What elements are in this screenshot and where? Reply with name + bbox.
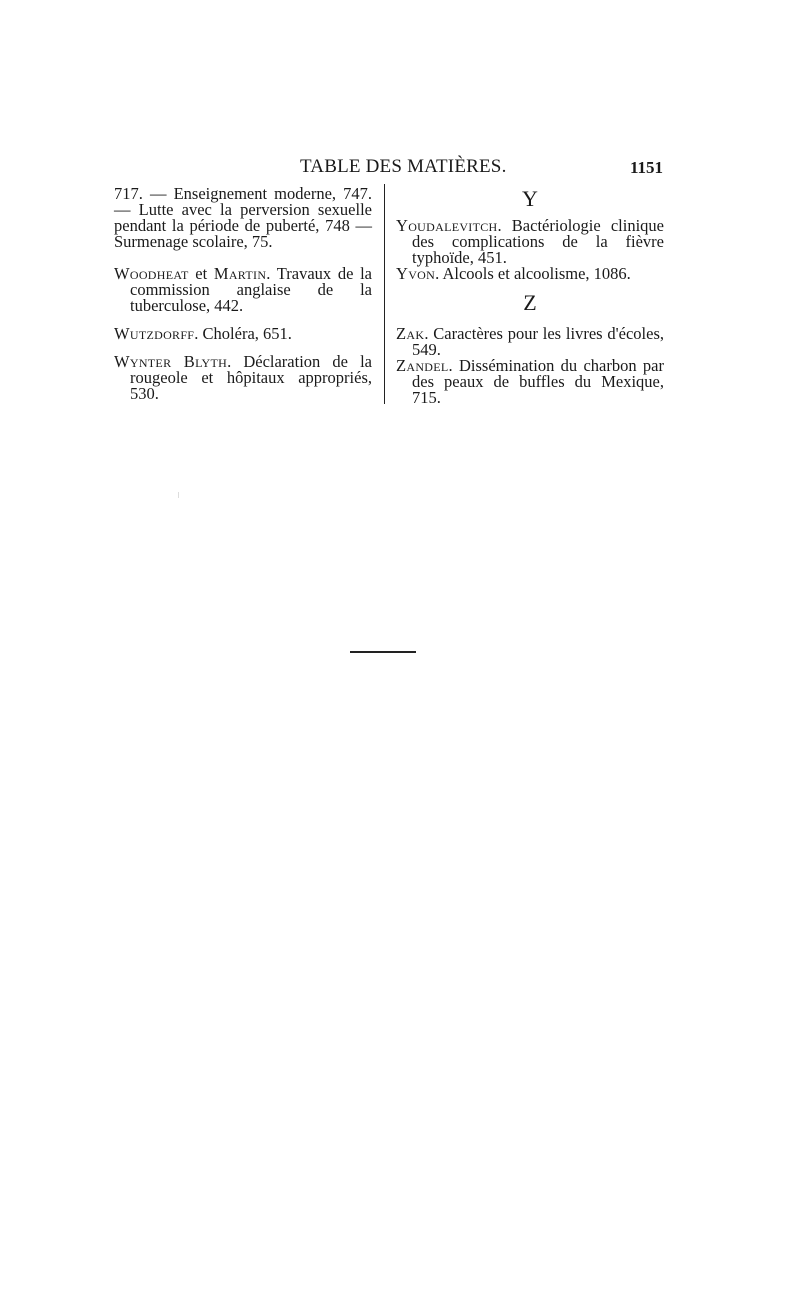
- index-entry-zak: [396, 326, 664, 358]
- author-name: Wynter Blyth: [114, 352, 228, 371]
- index-entry-youdalevitch: [396, 218, 664, 266]
- entry-text: . Caractères pour les livres d'écoles, 549.: [412, 324, 664, 359]
- author-name: Martin: [213, 264, 267, 283]
- entry-text: . Alcools et alcoolisme, 1086.: [435, 264, 631, 283]
- end-rule: [350, 651, 416, 653]
- author-name: Woodheat: [114, 264, 189, 283]
- index-entry-yvon: [396, 266, 664, 282]
- entry-text: . Dissémination du charbon par des peaux de buffles du Mexique, 715.: [412, 356, 664, 407]
- author-name: Wutzdorff: [114, 324, 195, 343]
- entry-text: . Choléra, 651.: [194, 324, 292, 343]
- section-letter-y: Y: [522, 186, 538, 211]
- index-entry-woodheat: [114, 266, 372, 314]
- section-letter-z: Z: [523, 290, 537, 315]
- page-title: TABLE DES MATIÈRES.: [300, 156, 507, 177]
- column-divider: [384, 184, 385, 404]
- continued-entry: 717. — Enseignement moderne, 747. — Lutte avec la perversion sexuelle pendant la période de puberté, 748 — Surmenage scolaire, 75.: [114, 184, 372, 251]
- author-name: Zandel: [396, 356, 449, 375]
- left-column: [114, 186, 372, 402]
- index-entry-wynter-blyth: [114, 354, 372, 402]
- entry-text: . Travaux de la commission anglaise de la tuberculose, 442.: [130, 264, 372, 315]
- entry-text: . Bactériologie clinique des complications de la fièvre typhoïde, 451.: [412, 216, 664, 267]
- index-entry-wutzdorff: [114, 326, 372, 342]
- entry-text: . Déclaration de la rougeole et hôpitaux appropriés, 530.: [130, 352, 372, 403]
- print-speck: [178, 492, 179, 498]
- page-number: 1151: [630, 158, 664, 177]
- author-name: Zak: [396, 324, 425, 343]
- right-column: [396, 186, 664, 406]
- author-name: Yvon: [396, 264, 436, 283]
- author-connector: et: [188, 264, 214, 283]
- author-name: Youdalevitch: [396, 216, 498, 235]
- index-entry-zandel: [396, 358, 664, 406]
